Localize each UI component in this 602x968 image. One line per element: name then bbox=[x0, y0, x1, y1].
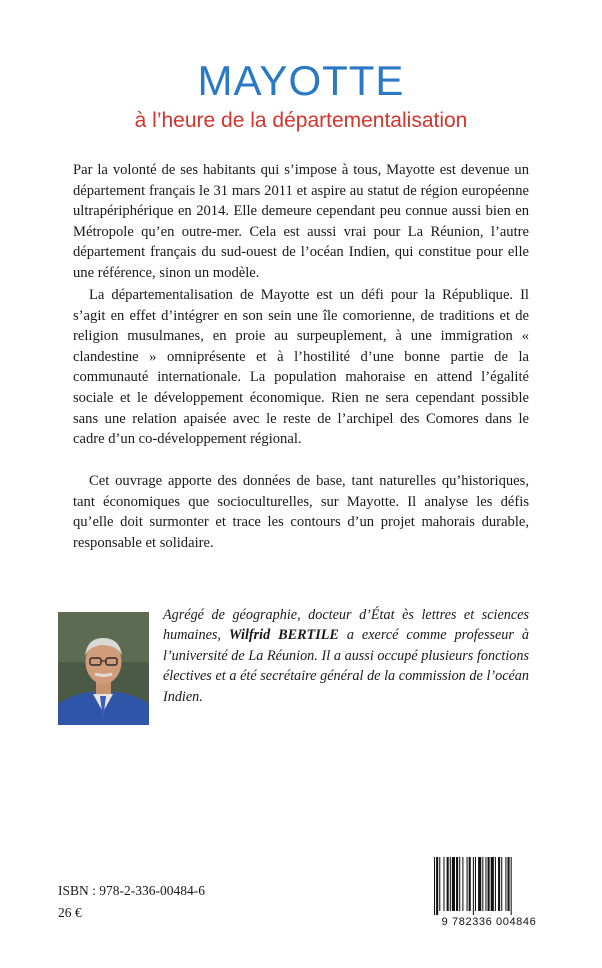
author-name: Wilfrid BERTILE bbox=[228, 627, 339, 644]
back-cover-paragraph-1 bbox=[73, 160, 529, 284]
back-cover-paragraph-2 bbox=[73, 285, 529, 450]
paragraph-text: La départementalisation de Mayotte est un défi pour la République. Il s’agit en effet d’intégrer en son sein une île comorienne, de traditions et de religion musulmanes, en proie au surpeuplement, à une immigration « clandestine » omniprésente et à l’hostilité d’une bonne partie de la communauté internationale. La population mahoraise en attend l’égalité sociale et le développement économique. Rien ne sera cependant possible sans une relation apaisée avec le reste de l’archipel des Comores dans le cadre d’un co-développement régional. bbox=[73, 287, 529, 448]
author-photo bbox=[58, 612, 149, 725]
price: 26 € bbox=[58, 905, 82, 920]
book-subtitle: à l’heure de la départementalisation bbox=[134, 109, 468, 132]
barcode-icon bbox=[430, 855, 548, 915]
author-portrait-icon bbox=[58, 612, 149, 725]
author-bio-intro: Agrégé de géographie, docteur d’État ès lettres et sciences humaines, bbox=[163, 607, 529, 644]
barcode-number: 9 782336 004846 bbox=[441, 916, 537, 928]
back-cover-paragraph-3 bbox=[73, 471, 529, 553]
isbn: ISBN : 978-2-336-00484-6 bbox=[58, 883, 205, 898]
author-bio bbox=[163, 605, 529, 707]
book-title: MAYOTTE bbox=[197, 57, 405, 104]
author-bio-details: a exercé comme professeur à l’université de La Réunion. Il a aussi occupé plusieurs fonctions électives et a été secrétaire général de la commission de l’océan Indien. bbox=[163, 627, 530, 705]
paragraph-text: Cet ouvrage apporte des données de base, tant naturelles qu’historiques, tant économiques que socioculturelles, sur Mayotte. Il analyse les défis qu’elle doit surmonter et trace les contours d’un projet mahorais durable, responsable et solidaire. bbox=[73, 473, 529, 551]
paragraph-text: Par la volonté de ses habitants qui s’impose à tous, Mayotte est devenue un département français le 31 mars 2011 et aspire au statut de région européenne ultrapériphérique en 2014. Elle demeure cependant peu connue aussi bien en Métropole qu’en outre-mer. Cela est aussi vrai pour La Réunion, l’autre département français du sud-ouest de l’océan Indien, qui constitue pour elle une référence, sinon un modèle. bbox=[73, 162, 529, 281]
